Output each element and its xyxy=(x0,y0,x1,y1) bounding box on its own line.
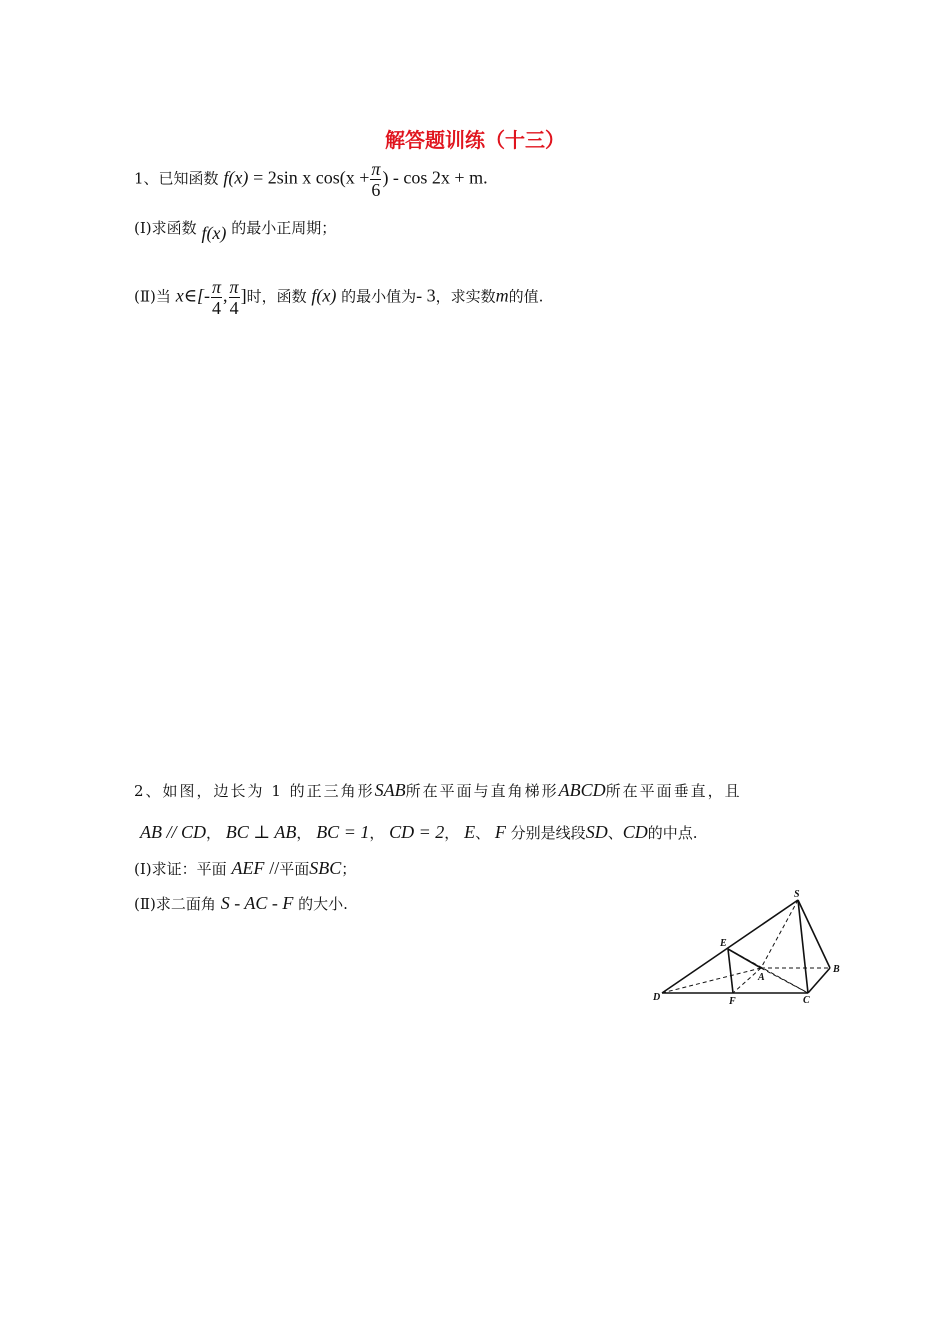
interval-comma: , xyxy=(223,285,228,306)
part-text: 平面 xyxy=(279,860,310,878)
condition: BC ⊥ AB xyxy=(225,822,297,842)
question-2-part-2 xyxy=(134,893,348,914)
page-title: 解答题训练（十三） xyxy=(385,128,565,152)
part-text: 当 xyxy=(155,287,171,306)
separator: ， xyxy=(296,824,312,842)
condition: BC = 1 xyxy=(316,822,370,842)
condition: AB // CD xyxy=(140,822,206,842)
interval-end: ] xyxy=(240,285,247,306)
question-1-part-1 xyxy=(134,217,337,243)
part-text: 求函数 xyxy=(151,219,197,237)
segment-label: SD xyxy=(585,822,608,842)
point-label: F xyxy=(494,822,506,842)
formula-part: ) - cos 2x + m xyxy=(382,167,484,188)
function-notation: f(x) xyxy=(201,223,227,243)
part-label: (Ⅱ) xyxy=(134,287,156,306)
separator: ， xyxy=(444,824,460,842)
fraction-numerator: π xyxy=(212,277,222,297)
question-text: 所在平面与直角梯形 xyxy=(405,782,559,800)
part-text: 的最小正周期； xyxy=(231,219,337,237)
trapezoid-label: ABCD xyxy=(558,780,606,800)
condition: CD = 2 xyxy=(389,822,445,842)
edge-BC xyxy=(808,968,830,993)
fraction-denominator: 4 xyxy=(229,298,239,318)
edge-SB xyxy=(798,900,830,968)
question-1-part-2 xyxy=(134,278,543,317)
function-notation: f(x) xyxy=(311,285,337,306)
question-1-stem xyxy=(134,160,488,199)
part-text: 求二面角 xyxy=(155,895,216,913)
edge-DA xyxy=(662,968,761,993)
fraction xyxy=(211,278,222,317)
part-text: 时，函数 xyxy=(246,287,307,306)
fraction-numerator: π xyxy=(229,277,239,297)
label-D: D xyxy=(653,992,661,1003)
part-text: 的值. xyxy=(508,287,544,306)
question-number: 2、 xyxy=(134,782,163,800)
question-2-stem-line-2 xyxy=(140,822,698,843)
part-text: 的最小值为 xyxy=(341,287,417,306)
label-F: F xyxy=(729,996,736,1007)
question-text: 所在平面垂直，且 xyxy=(605,782,742,800)
part-label: (Ⅱ) xyxy=(134,895,156,913)
formula-end: . xyxy=(483,167,488,188)
question-number: 1、 xyxy=(134,169,159,188)
interval-start: x∈[- xyxy=(175,285,211,306)
fraction-denominator: 4 xyxy=(212,298,222,318)
label-B: B xyxy=(833,964,840,975)
fraction-denominator: 6 xyxy=(371,180,381,200)
plane-label: SBC xyxy=(309,858,342,878)
fraction-numerator: π xyxy=(371,159,381,179)
function-notation: f(x) xyxy=(223,167,249,188)
part-text: ； xyxy=(341,860,357,878)
question-text: 的中点. xyxy=(647,824,698,842)
question-2-part-1 xyxy=(134,858,356,879)
edge-SC xyxy=(798,900,808,993)
question-text: 已知函数 xyxy=(158,169,219,188)
part-label: (Ⅰ) xyxy=(134,219,152,237)
part-text: 的大小. xyxy=(298,895,348,913)
fraction xyxy=(229,278,240,317)
part-label: (Ⅰ) xyxy=(134,860,152,878)
dihedral-angle: S - AC - F xyxy=(220,893,294,913)
label-C: C xyxy=(803,995,810,1006)
geometry-figure xyxy=(640,888,850,1018)
segment-label: CD xyxy=(622,822,648,842)
part-text: ，求实数 xyxy=(435,287,496,306)
edge-EF xyxy=(728,949,733,993)
question-text: 如图，边长为 1 的正三角形 xyxy=(162,782,375,800)
question-2-stem-line-1 xyxy=(134,780,742,801)
separator: 、 xyxy=(475,824,491,842)
parallel-symbol: // xyxy=(269,858,280,878)
edge-DS xyxy=(662,900,798,993)
triangle-label: SAB xyxy=(374,780,406,800)
question-text: 分别是线段 xyxy=(510,824,586,842)
edge-SA xyxy=(761,900,798,968)
minimum-value: - 3 xyxy=(416,285,436,306)
plane-label: AEF xyxy=(231,858,265,878)
separator: 、 xyxy=(607,824,623,842)
separator: ， xyxy=(206,824,222,842)
point-label: E xyxy=(464,822,476,842)
separator: ， xyxy=(369,824,385,842)
label-A: A xyxy=(758,972,765,983)
formula-part: = 2sin x cos(x + xyxy=(253,167,370,188)
fraction xyxy=(370,160,381,199)
label-S: S xyxy=(794,889,800,900)
variable-m: m xyxy=(495,285,509,306)
part-text: 求证：平面 xyxy=(151,860,227,878)
label-E: E xyxy=(720,938,727,949)
edge-EA xyxy=(728,949,761,968)
